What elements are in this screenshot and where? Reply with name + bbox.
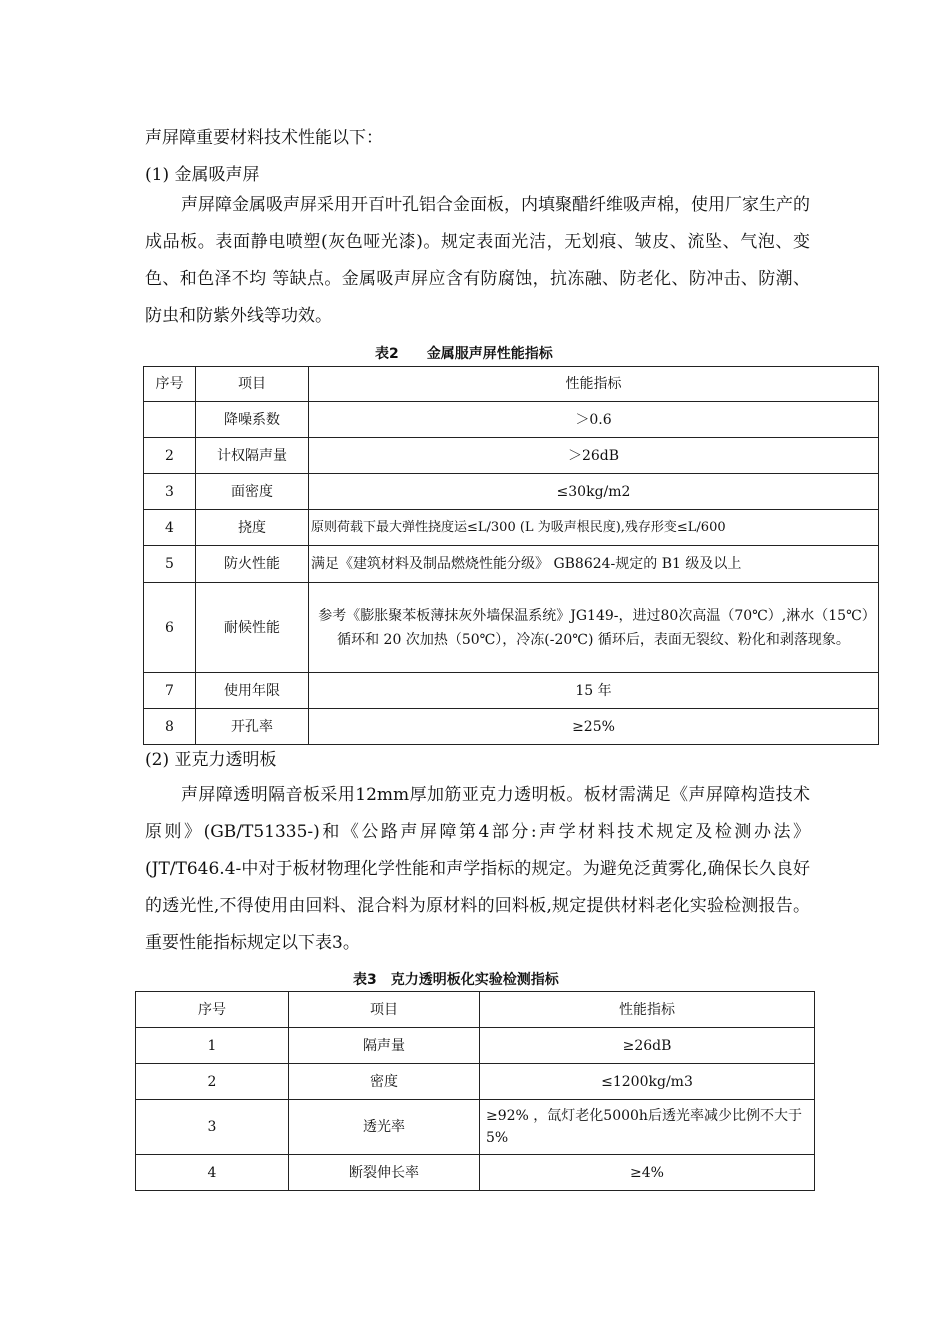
cell-item: 断裂伸长率 — [289, 1155, 480, 1191]
cell-index: 7 — [144, 673, 196, 709]
table-row — [144, 438, 879, 474]
section-heading-metal: (1) 金属吸声屏 — [145, 165, 260, 185]
cell-spec: 原则荷载下最大弹性挠度运≤L/300 (L 为吸声根民度),残存形变≤L/600 — [309, 510, 879, 546]
cell-item: 开孔率 — [196, 709, 309, 745]
table3 — [135, 991, 815, 1191]
table-row — [144, 583, 879, 673]
intro-text: 声屏障重要材料技术性能以下： — [145, 128, 383, 148]
header-cell: 序号 — [136, 992, 289, 1028]
table-header-row — [144, 367, 879, 402]
cell-index: 5 — [144, 546, 196, 583]
cell-item: 透光率 — [289, 1100, 480, 1155]
cell-spec: ≤1200kg/m3 — [480, 1064, 815, 1100]
cell-spec: ＞0.6 — [309, 402, 879, 438]
header-cell: 性能指标 — [309, 367, 879, 402]
cell-index: 2 — [136, 1064, 289, 1100]
table3-caption: 表3 克力透明板化实验检测指标 — [353, 972, 559, 988]
table-row — [144, 673, 879, 709]
cell-index: 2 — [144, 438, 196, 474]
cell-index — [144, 402, 196, 438]
cell-item: 防火性能 — [196, 546, 309, 583]
cell-index: 3 — [144, 474, 196, 510]
table2 — [143, 366, 879, 745]
table-header-row — [136, 992, 815, 1028]
header-cell: 序号 — [144, 367, 196, 402]
table2-caption: 表2 金属服声屏性能指标 — [375, 346, 553, 362]
table-row — [144, 709, 879, 745]
cell-index: 8 — [144, 709, 196, 745]
table-row — [144, 402, 879, 438]
table-row — [136, 1028, 815, 1064]
cell-index: 3 — [136, 1100, 289, 1155]
cell-item: 使用年限 — [196, 673, 309, 709]
cell-spec: ≤30kg/m2 — [309, 474, 879, 510]
cell-item: 挠度 — [196, 510, 309, 546]
cell-index: 6 — [144, 583, 196, 673]
cell-item: 计权隔声量 — [196, 438, 309, 474]
table-row — [144, 510, 879, 546]
table-row — [144, 546, 879, 583]
cell-item: 耐候性能 — [196, 583, 309, 673]
cell-item: 密度 — [289, 1064, 480, 1100]
cell-spec: ≥4% — [480, 1155, 815, 1191]
cell-spec: ≥92% ，氙灯老化5000h后透光率减少比例不大于5% — [480, 1100, 815, 1155]
table-row — [136, 1100, 815, 1155]
cell-index: 1 — [136, 1028, 289, 1064]
header-cell: 项目 — [196, 367, 309, 402]
header-cell: 项目 — [289, 992, 480, 1028]
cell-spec: 15 年 — [309, 673, 879, 709]
cell-spec: 参考《膨胀聚苯板薄抹灰外墙保温系统》JG149-，进过80次高温（70℃）,淋水（15℃）循环和 20 次加热（50℃），冷冻(-20℃) 循环后，表面无裂纹、粉化和剥落现象。 — [309, 583, 879, 673]
table-row — [136, 1064, 815, 1100]
cell-item: 面密度 — [196, 474, 309, 510]
cell-spec: 满足《建筑材料及制品燃烧性能分级》 GB8624-规定的 B1 级及以上 — [309, 546, 879, 583]
table-row — [136, 1155, 815, 1191]
cell-spec: ＞26dB — [309, 438, 879, 474]
table-row — [144, 474, 879, 510]
header-cell: 性能指标 — [480, 992, 815, 1028]
section-heading-acrylic: (2) 亚克力透明板 — [145, 750, 277, 770]
section-body-metal: 声屏障金属吸声屏采用开百叶孔铝合金面板，内填聚醋纤维吸声棉，使用厂家生产的成品板。表面静电喷塑(灰色哑光漆)。规定表面光洁，无划痕、皱皮、流坠、气泡、变色、和色泽不均 等缺点。金属吸声屏应含有防腐蚀，抗冻融、防老化、防冲击、防潮、防虫和防紫外线等功效。 — [145, 195, 810, 326]
cell-item: 降噪系数 — [196, 402, 309, 438]
cell-index: 4 — [136, 1155, 289, 1191]
cell-index: 4 — [144, 510, 196, 546]
cell-spec: ≥25% — [309, 709, 879, 745]
section-body-acrylic: 声屏障透明隔音板采用12mm厚加筋亚克力透明板。板材需满足《声屏障构造技术原则》(GB/T51335-)和《公路声屏障第4部分:声学材料技术规定及检测办法》(JT/T646.4-中对于板材物理化学性能和声学指标的规定。为避免泛黄雾化,确保长久良好的透光性,不得使用由回料、混合料为原材料的回料板,规定提供材料老化实验检测报告。重要性能指标规定以下表3。 — [145, 785, 810, 953]
cell-spec: ≥26dB — [480, 1028, 815, 1064]
cell-item: 隔声量 — [289, 1028, 480, 1064]
